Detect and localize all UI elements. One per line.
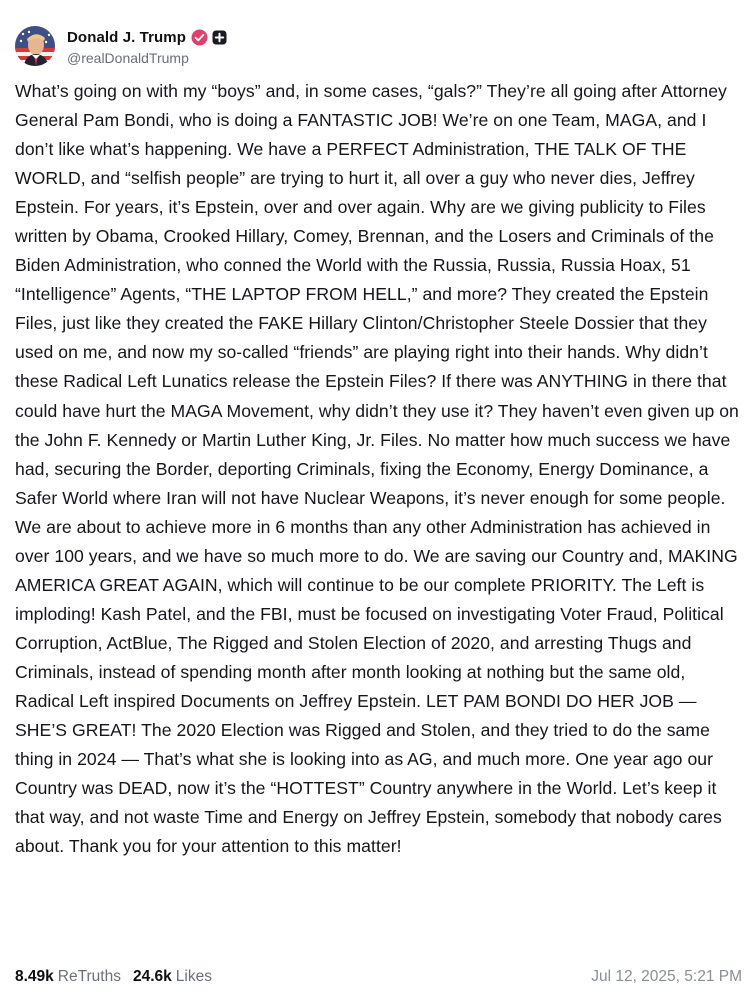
likes-stat[interactable] xyxy=(133,968,212,986)
verified-badge-icon xyxy=(191,29,208,46)
likes-label: Likes xyxy=(175,968,212,985)
author-handle[interactable]: @realDonaldTrump xyxy=(67,49,189,66)
post-header xyxy=(15,22,227,70)
plus-badge-icon xyxy=(212,30,227,45)
post-body-text: What’s going on with my “boys” and, in some cases, “gals?” They’re all going after Attorney General Pam Bondi, who is doing a FANTASTIC JOB! We’re on one Team, MAGA, and I don’t like what’s happening. We have a PERFECT Administration, THE TALK OF THE WORLD, and “selfish people” are trying to hurt it, all over a guy who never dies, Jeffrey Epstein. For years, it’s Epstein, over and over again. Why are we giving publicity to Files written by Obama, Crooked Hillary, Comey, Brennan, and the Losers and Criminals of the Biden Administration, who conned the World with the Russia, Russia, Russia Hoax, 51 “Intelligence” Agents, “THE LAPTOP FROM HELL,” and more? They created the Epstein Files, just like they created the FAKE Hillary Clinton/Christopher Steele Dossier that they used on me, and now my so-called “friends” are playing right into their hands. Why didn’t these Radical Left Lunatics release the Epstein Files? If there was ANYTHING in there that could have hurt the MAGA Movement, why didn’t they use it? They haven’t even given up on the John F. Kennedy or Martin Luther King, Jr. Files. No matter how much success we have had, securing the Border, deporting Criminals, fixing the Economy, Energy Dominance, a Safer World where Iran will not have Nuclear Weapons, it’s never enough for some people. We are about to achieve more in 6 months than any other Administration has achieved in over 100 years, and we have so much more to do. We are saving our Country and, MAKING AMERICA GREAT AGAIN, which will continue to be our complete PRIORITY. The Left is imploding! Kash Patel, and the FBI, must be focused on investigating Voter Fraud, Political Corruption, ActBlue, The Rigged and Stolen Election of 2020, and arresting Thugs and Criminals, instead of spending month after month looking at nothing but the same old, Radical Left inspired Documents on Jeffrey Epstein. LET PAM BONDI DO HER JOB — SHE’S GREAT! The 2020 Election was Rigged and Stolen, and they tried to do the same thing in 2024 — That’s what she is looking into as AG, and much more. One year ago our Country was DEAD, now it’s the “HOTTEST” Country anywhere in the World. Let’s keep it that way, and not waste Time and Energy on Jeffrey Epstein, somebody that nobody cares about. Thank you for your attention to this matter! xyxy=(15,81,739,857)
post-footer xyxy=(15,964,742,990)
likes-count: 24.6k xyxy=(132,968,172,985)
author-identity xyxy=(67,27,227,66)
retruths-label: ReTruths xyxy=(57,968,121,985)
author-display-name[interactable]: Donald J. Trump xyxy=(67,29,187,46)
retruths-stat[interactable] xyxy=(15,968,121,986)
avatar[interactable] xyxy=(15,26,55,66)
avatar-image xyxy=(15,26,55,66)
name-row xyxy=(67,27,227,49)
retruths-count: 8.49k xyxy=(15,968,54,985)
post-timestamp[interactable]: Jul 12, 2025, 5:21 PM xyxy=(591,968,742,985)
